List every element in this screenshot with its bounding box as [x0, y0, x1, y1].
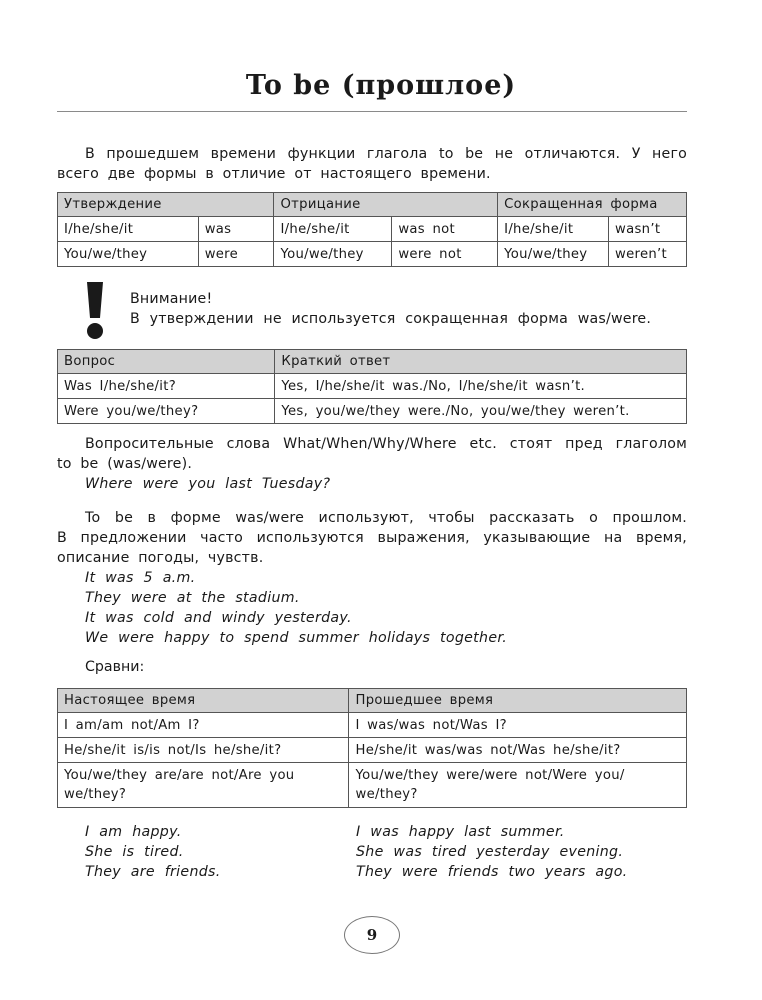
table-cell: I am/am not/Am I?	[58, 713, 349, 738]
compare-heading: Сравни:	[85, 659, 145, 675]
paragraph-line: To be в форме was/were используют, чтобы рассказать о прошлом.	[85, 510, 687, 526]
table-cell: was not	[392, 217, 498, 242]
table-cell: I/he/she/it	[498, 217, 609, 242]
table-cell: He/she/it is/is not/Is he/she/it?	[58, 738, 349, 763]
question-words-paragraph	[57, 434, 687, 474]
intro-line: В прошедшем времени функции глагола to be не отличаются. У него	[85, 146, 687, 162]
table-cell: You/we/they	[58, 242, 199, 267]
example-sentence: It was 5 a.m.	[85, 570, 196, 586]
table-cell: You/we/they	[274, 242, 392, 267]
example-sentence: Where were you last Tuesday?	[85, 476, 331, 492]
table-header: Настоящее время	[58, 689, 349, 713]
forms-table	[57, 192, 687, 267]
table-header: Вопрос	[58, 350, 275, 374]
example-sentence: She is tired.	[85, 844, 184, 860]
attention-heading: Внимание!	[130, 291, 213, 307]
table-cell: You/we/they are/are not/Are you we/they?	[58, 763, 349, 808]
table-header: Утверждение	[58, 193, 274, 217]
table-row	[58, 713, 687, 738]
table-cell: I/he/she/it	[58, 217, 199, 242]
table-header: Прошедшее время	[349, 689, 687, 713]
example-sentence: They were friends two years ago.	[356, 864, 628, 880]
example-sentence: I was happy last summer.	[356, 824, 565, 840]
present-examples	[85, 822, 221, 882]
compare-table	[57, 688, 687, 808]
example-sentence: It was cold and windy yesterday.	[85, 610, 352, 626]
table-cell: were not	[392, 242, 498, 267]
table-cell: Were you/we/they?	[58, 399, 275, 424]
table-header: Сокращенная форма	[498, 193, 687, 217]
table-cell: I was/was not/Was I?	[349, 713, 687, 738]
table-row	[58, 217, 687, 242]
page-title: To be (прошлое)	[245, 70, 517, 101]
table-row	[58, 763, 687, 808]
table-row	[58, 399, 687, 424]
paragraph-line: В предложении часто используются выражения, указывающие на время,	[57, 530, 687, 546]
table-cell: wasn’t	[609, 217, 687, 242]
table-header: Отрицание	[274, 193, 498, 217]
intro-paragraph	[57, 144, 687, 184]
table-cell: was	[198, 217, 274, 242]
example-sentence: I am happy.	[85, 824, 182, 840]
examples-list	[85, 568, 507, 648]
paragraph-line: Вопросительные слова What/When/Why/Where etc. стоят пред глаголом	[85, 436, 687, 452]
table-cell: Yes, you/we/they were./No, you/we/they weren’t.	[275, 399, 687, 424]
table-cell: He/she/it was/was not/Was he/she/it?	[349, 738, 687, 763]
past-usage-paragraph	[57, 508, 687, 568]
example-sentence: They were at the stadium.	[85, 590, 300, 606]
paragraph-line: to be (was/were).	[57, 456, 193, 472]
example-sentence: She was tired yesterday evening.	[356, 844, 624, 860]
table-cell: weren’t	[609, 242, 687, 267]
page-number: 9	[344, 916, 400, 954]
attention-note	[130, 289, 651, 329]
table-cell: Yes, I/he/she/it was./No, I/he/she/it wasn’t.	[275, 374, 687, 399]
table-cell: You/we/they were/were not/Were you/ we/they?	[349, 763, 687, 808]
table-row	[58, 738, 687, 763]
exclamation-icon	[84, 282, 106, 340]
table-cell: I/he/she/it	[274, 217, 392, 242]
example-sentence: They are friends.	[85, 864, 221, 880]
table-cell: You/we/they	[498, 242, 609, 267]
example-sentence: We were happy to spend summer holidays together.	[85, 630, 508, 646]
table-header: Краткий ответ	[275, 350, 687, 374]
question-table	[57, 349, 687, 424]
table-cell: Was I/he/she/it?	[58, 374, 275, 399]
intro-line: всего две формы в отличие от настоящего времени.	[57, 166, 491, 182]
title-divider	[57, 111, 687, 112]
attention-text: В утверждении не используется сокращенная форма was/were.	[130, 311, 652, 327]
past-examples	[356, 822, 628, 882]
table-row	[58, 242, 687, 267]
table-row	[58, 374, 687, 399]
table-cell: were	[198, 242, 274, 267]
paragraph-line: описание погоды, чувств.	[57, 550, 264, 566]
